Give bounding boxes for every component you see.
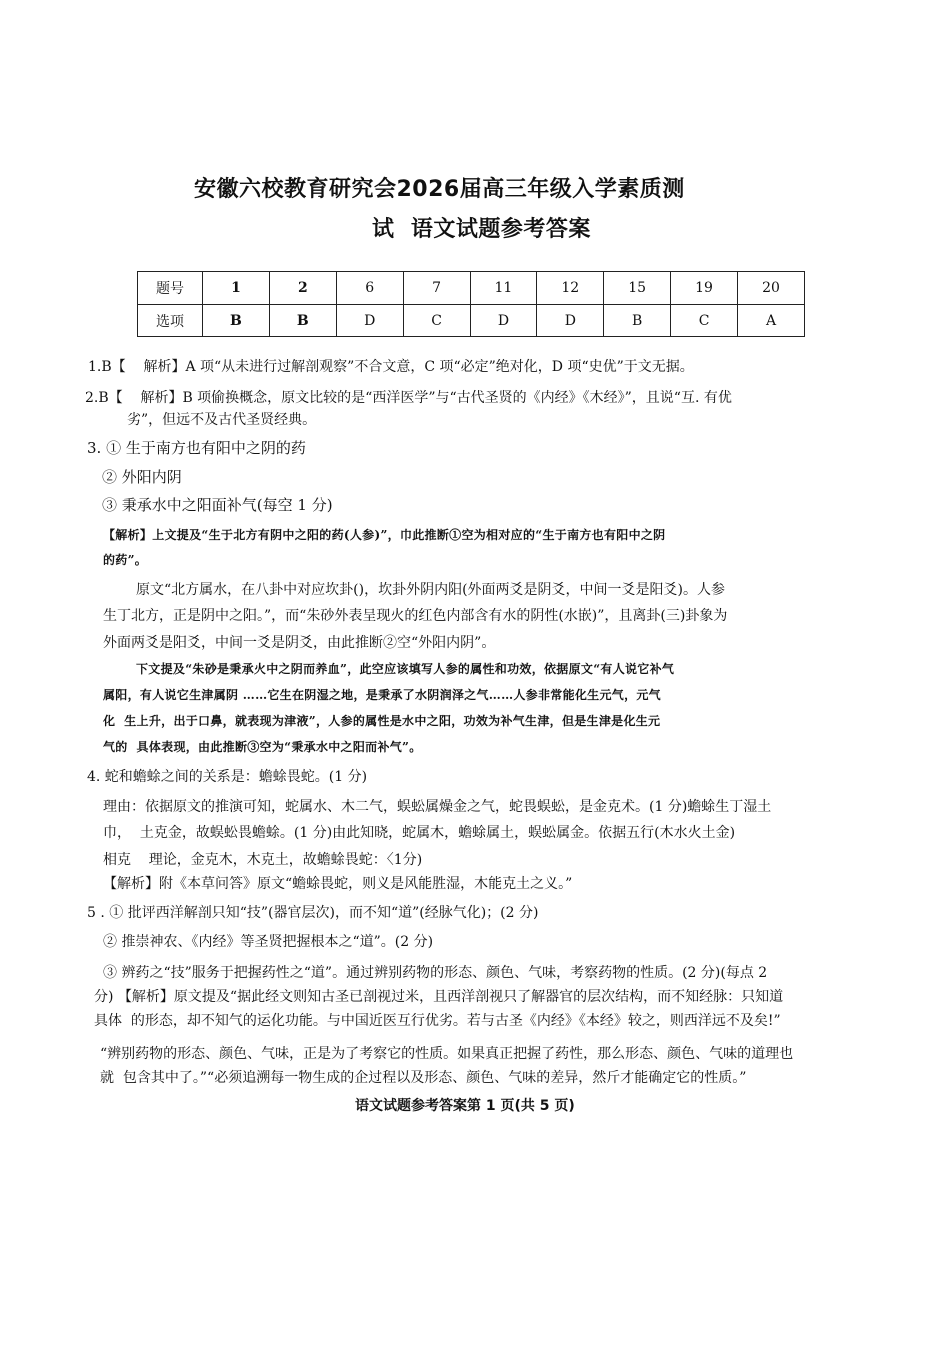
table-cell-option: D [336, 305, 403, 337]
q5-answer-3-line2: 分) 【解析】原文提及“据此经文则知古圣已剖视过米，且西洋剖视只了解器官的层次结构，而不知经脉：只知道 [94, 989, 784, 1005]
q5-answer-3-line1: ③ 辨药之“技”服务于把握药性之“道”。通过辨别药物的形态、颜色、气味，考察药物的性质。(2 分)(每点 2 [103, 965, 768, 981]
q3-analysis2-line3: 外面两爻是阳爻，中间一爻是阴爻，由此推断②空“外阳内阴”。 [103, 635, 496, 651]
table-cell-number: 6 [336, 272, 403, 305]
q4-analysis: 【解析】附《本草问答》原文“蟾蜍畏蛇，则义是风能胜湿，木能克土之义。” [103, 876, 573, 892]
q5-answer-3-line3: 具体 的形态，却不知气的运化功能。与中国近医互行优劣。若与古圣《内经》《本经》较之，则西洋远不及矣!” [94, 1013, 781, 1029]
q1-answer: 1.B【 解析】A 项“从未进行过解剖观察”不合文意，C 项“必定”绝对化，D 项“史优”于文无据。 [88, 359, 694, 375]
q2-answer-line2: 劣”，但远不及古代圣贤经典。 [127, 412, 317, 428]
q5-answer-1: 5 . ① 批评西洋解剖只知“技”(器官层次)，而不知“道”(经脉气化)；(2 分) [87, 905, 539, 921]
table-cell-option: B [604, 305, 671, 337]
q2-answer-line1: 2.B【 解析】B 项偷换概念，原文比较的是“西洋医学”与“古代圣贤的《内经》《木经》”，且说“互. 有优 [85, 390, 732, 406]
q3-analysis3-line3: 化 生上升，出于口鼻，就表现为津液”，人参的属性是水中之阳，功效为补气生津，但是生津是化生元 [103, 714, 661, 728]
page-title-line2: 试 语文试题参考答案 [372, 217, 591, 242]
answer-table-number-row [138, 272, 805, 305]
table-row-label-number: 题号 [138, 272, 203, 305]
q4-answer-head: 4. 蛇和蟾蜍之间的关系是：蟾蜍畏蛇。(1 分) [87, 769, 368, 785]
table-cell-number: 19 [671, 272, 738, 305]
page-title-line1: 安徽六校教育研究会2026届高三年级入学素质测 [194, 177, 685, 202]
table-cell-number: 12 [537, 272, 604, 305]
table-cell-option: C [671, 305, 738, 337]
q3-analysis1-line2: 的药”。 [103, 553, 148, 567]
q3-analysis1-line1: 【解析】上文提及“生于北方有阴中之阳的药(人参)”，巾此推断①空为相对应的“生于南方也有阳中之阴 [103, 528, 666, 542]
table-cell-option: B [203, 305, 270, 337]
table-cell-number: 15 [604, 272, 671, 305]
q3-analysis2-line2: 生丁北方，正是阴中之阳。”，而“朱砂外表呈现火的红色内部含有水的阴性(水嵌)”，且离卦(三)卦象为 [103, 608, 728, 624]
q4-reason-line3: 相克 理论，金克木，木克土，故蟾蜍畏蛇：〈1分) [103, 852, 423, 868]
table-cell-option: A [738, 305, 805, 337]
table-cell-number: 7 [403, 272, 470, 305]
q3-analysis3-line4: 气的 具体表现，由此推断③空为“秉承水中之阳而补气”。 [103, 740, 422, 754]
table-cell-number: 1 [203, 272, 270, 305]
q3-analysis3-line2: 属阳，有人说它生津属阴 ……它生在阴湿之地，是秉承了水阴润泽之气……人参非常能化生元气，元气 [103, 688, 661, 702]
table-cell-option: B [269, 305, 336, 337]
q3-answer-1: 3. ① 生于南方也有阳中之阴的药 [87, 439, 306, 457]
q5-quote-line2: 就 包含其中了。”“必须追溯每一物生成的企过程以及形态、颜色、气味的差异，然斤才能确定它的性质。” [100, 1070, 747, 1086]
q4-reason-line2: 巾， 土克金，故蜈蚣畏蟾蜍。(1 分)由此知晓，蛇属木，蟾蜍属土，蜈蚣属金。依据五行(木水火土金) [103, 825, 736, 841]
q3-answer-3: ③ 秉承水中之阳面补气(每空 1 分) [102, 496, 333, 514]
q4-reason-line1: 理由：依据原文的推演可知，蛇属水、木二气，蜈蚣属燥金之气，蛇畏蜈蚣，是金克术。(1 分)蟾蜍生丁湿土 [103, 799, 772, 815]
table-row-label-option: 选项 [138, 305, 203, 337]
table-cell-number: 20 [738, 272, 805, 305]
q5-quote-line1: “辨别药物的形态、颜色、气味，正是为了考察它的性质。如果真正把握了药性，那么形态、颜色、气味的道理也 [100, 1046, 794, 1062]
answer-table-option-row [138, 305, 805, 337]
table-cell-number: 11 [470, 272, 537, 305]
page-footer: 语文试题参考答案第 1 页(共 5 页) [355, 1098, 575, 1114]
answer-table [137, 271, 805, 337]
table-cell-option: C [403, 305, 470, 337]
table-cell-number: 2 [269, 272, 336, 305]
table-cell-option: D [470, 305, 537, 337]
q3-analysis2-line1: 原文“北方属水，在八卦中对应坎卦()，坎卦外阴内阳(外面两爻是阴爻，中间一爻是阳爻)。人参 [136, 582, 726, 598]
q3-answer-2: ② 外阳内阴 [102, 468, 182, 486]
q3-analysis3-line1: 下文提及“朱砂是秉承火中之阴而养血”，此空应该填写人参的属性和功效，依据原文“有人说它补气 [136, 662, 675, 676]
table-cell-option: D [537, 305, 604, 337]
q5-answer-2: ② 推崇神农、《内经》等圣贤把握根本之“道”。(2 分) [103, 934, 434, 950]
